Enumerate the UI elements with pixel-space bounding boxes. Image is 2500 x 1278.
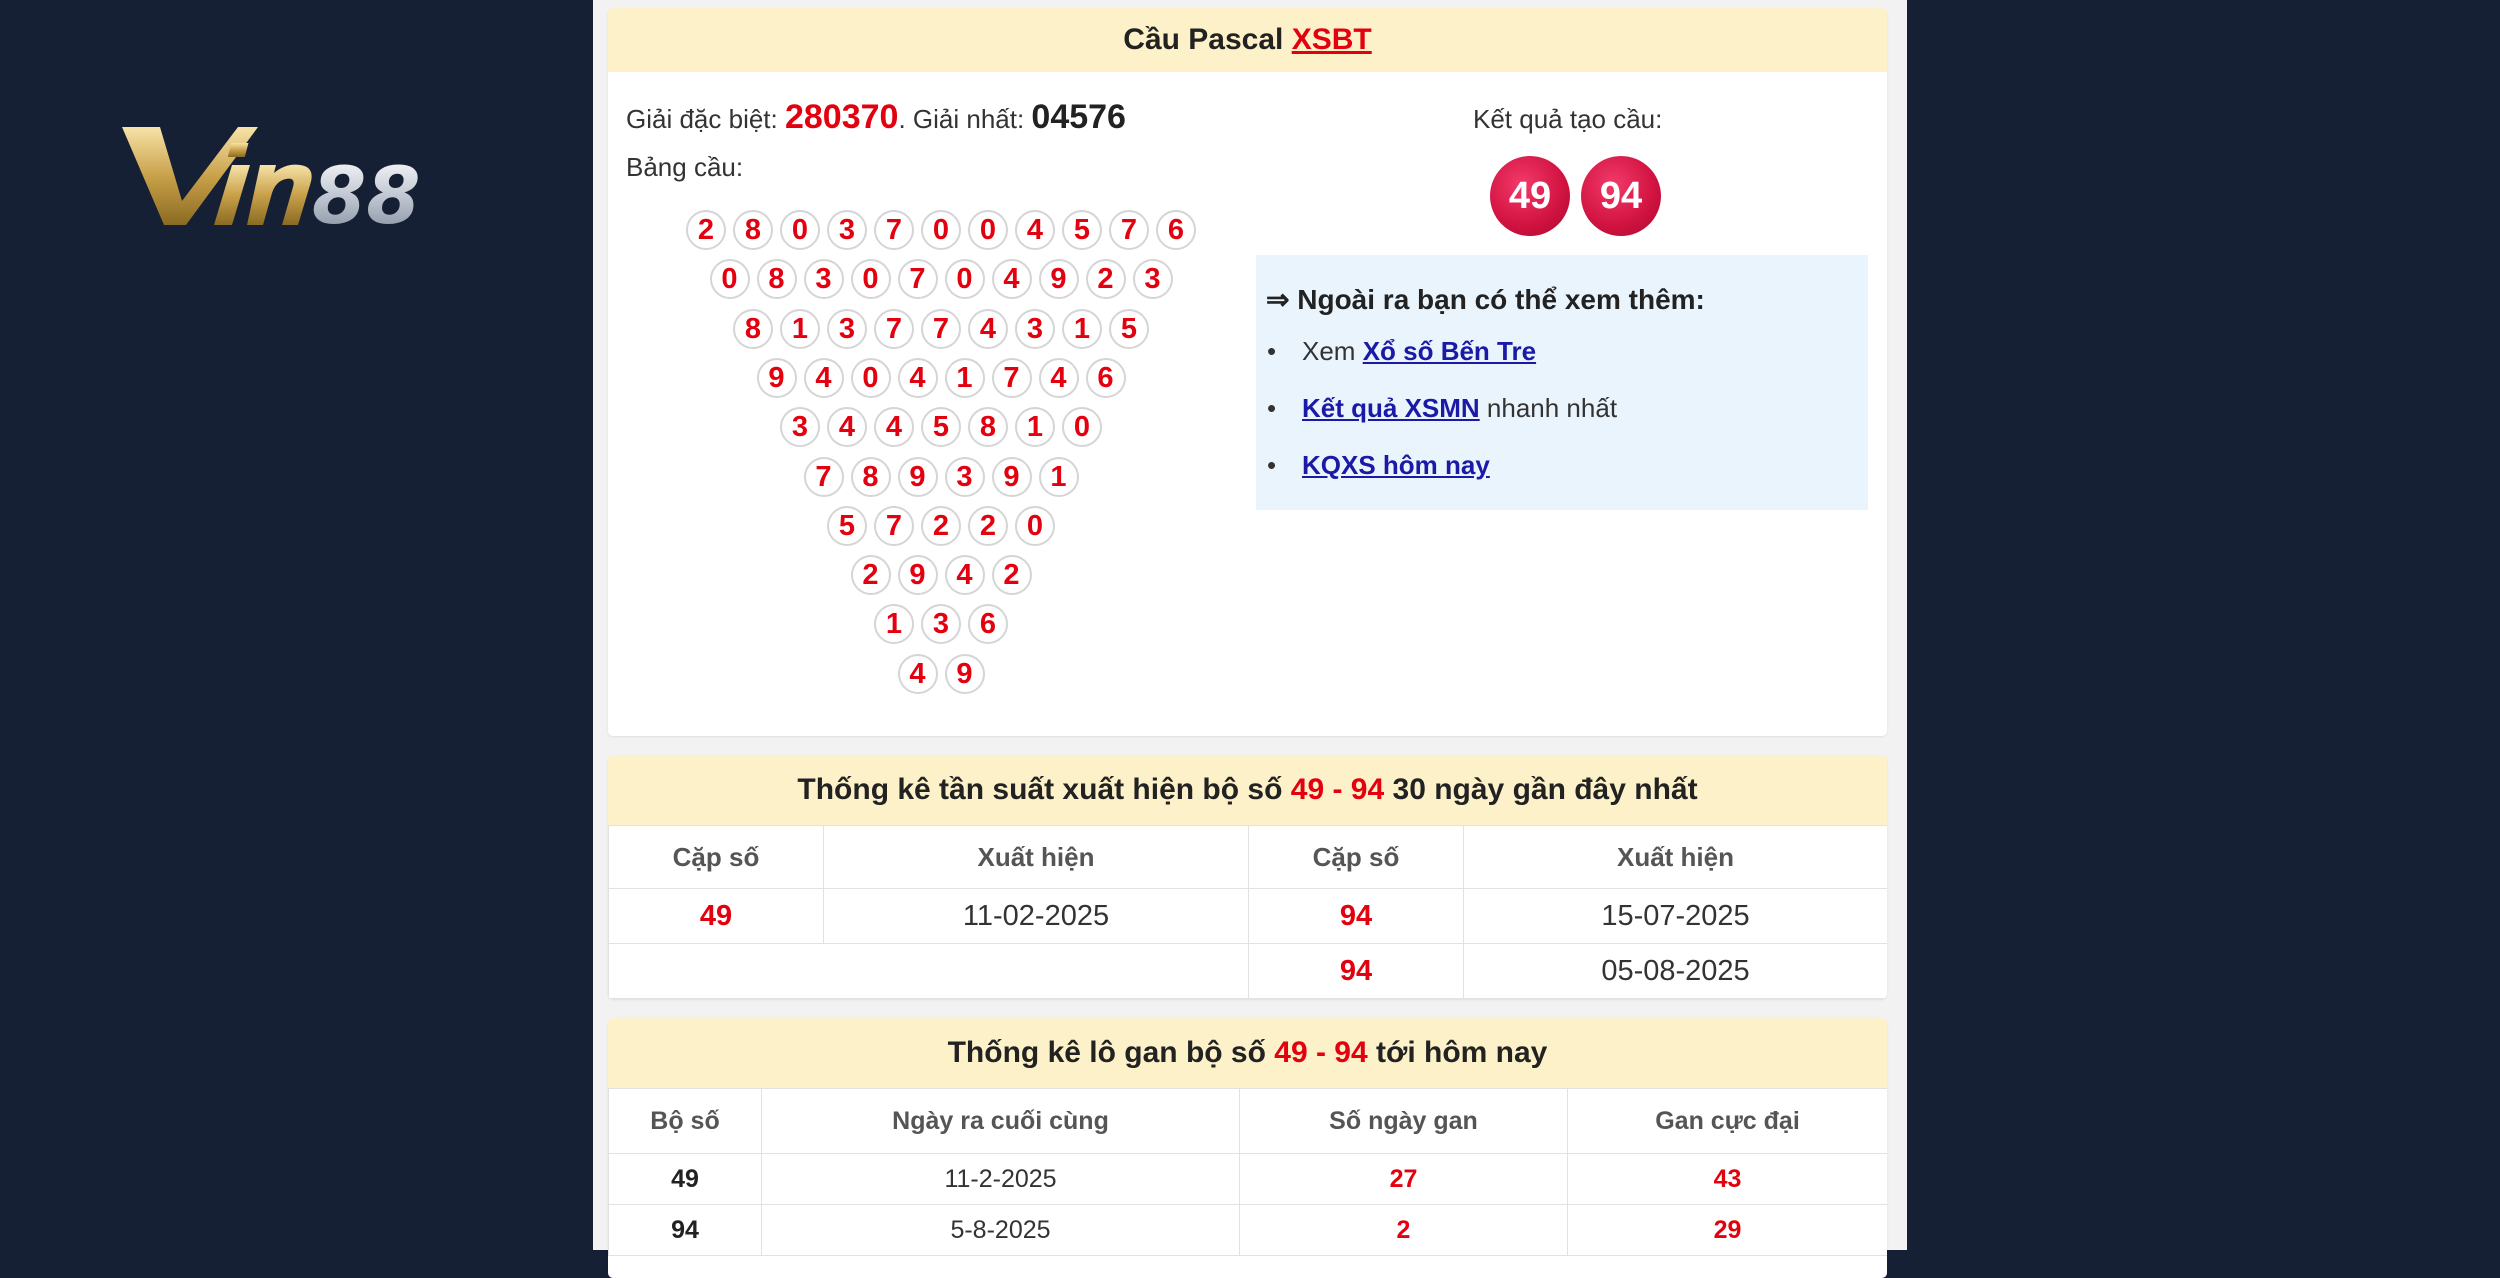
see-more-item	[1256, 390, 1617, 447]
digit-ball: 9	[1039, 259, 1079, 299]
frequency-table	[608, 825, 1887, 999]
digit-ball: 2	[992, 555, 1032, 595]
digit-ball: 6	[1156, 210, 1196, 250]
triangle-row	[898, 654, 992, 700]
digit-ball: 3	[780, 407, 820, 447]
last-date-cell: 11-2-2025	[762, 1154, 1240, 1205]
first-prize-value: 04576	[1031, 98, 1126, 136]
digit-ball: 6	[968, 604, 1008, 644]
gan-days-cell: 2	[1240, 1205, 1568, 1256]
digit-ball: 7	[921, 309, 961, 349]
frequency-title-num: 49 - 94	[1290, 773, 1385, 806]
digit-ball: 4	[968, 309, 1008, 349]
gan-title-num: 49 - 94	[1274, 1036, 1368, 1069]
digit-ball: 5	[1109, 309, 1149, 349]
xo-so-ben-tre-link[interactable]: Xổ số Bến Tre	[1362, 336, 1537, 366]
digit-ball: 4	[1015, 210, 1055, 250]
pair-cell: 49	[609, 889, 824, 944]
digit-ball: 2	[686, 210, 726, 250]
frequency-title-post: 30 ngày gần đây nhất	[1384, 773, 1698, 806]
digit-ball: 1	[1015, 407, 1055, 447]
digit-ball: 8	[733, 309, 773, 349]
table-header-row	[609, 826, 1888, 889]
see-more-item	[1256, 333, 1617, 390]
gan-table	[608, 1088, 1887, 1256]
main-column	[593, 0, 1907, 1250]
date-cell	[824, 944, 1249, 999]
number-cell: 94	[609, 1205, 762, 1256]
special-prize-label: Giải đặc biệt:	[626, 104, 778, 134]
special-prize-value: 280370	[784, 98, 899, 136]
date-cell: 15-07-2025	[1464, 889, 1888, 944]
digit-ball: 0	[1015, 506, 1055, 546]
digit-ball: 1	[1039, 457, 1079, 497]
see-more-pre: Xem	[1302, 336, 1363, 366]
see-more-list	[1256, 333, 1617, 504]
digit-ball: 9	[757, 358, 797, 398]
digit-ball: 3	[945, 457, 985, 497]
see-more-title: ⇒ Ngoài ra bạn có thể xem thêm:	[1266, 284, 1705, 315]
max-gan-cell: 29	[1568, 1205, 1888, 1256]
see-more-item	[1256, 447, 1617, 504]
digit-ball: 0	[780, 210, 820, 250]
table-row	[609, 1205, 1888, 1256]
number-cell: 49	[609, 1154, 762, 1205]
frequency-title	[608, 755, 1887, 825]
digit-ball: 8	[968, 407, 1008, 447]
date-cell: 05-08-2025	[1464, 944, 1888, 999]
svg-text:88: 88	[312, 152, 421, 235]
digit-ball: 5	[921, 407, 961, 447]
digit-ball: 1	[780, 309, 820, 349]
bang-cau-label: Bảng cầu:	[626, 152, 744, 182]
digit-ball: 4	[992, 259, 1032, 299]
max-gan-cell: 43	[1568, 1154, 1888, 1205]
digit-ball: 4	[804, 358, 844, 398]
result-balls	[1490, 156, 1672, 236]
digit-ball: 0	[968, 210, 1008, 250]
bullet-icon: •	[1267, 450, 1277, 480]
triangle-row	[757, 358, 1133, 404]
prize-line	[626, 98, 1126, 137]
vin88-logo[interactable]	[120, 115, 490, 235]
digit-ball: 1	[1062, 309, 1102, 349]
triangle-row	[780, 407, 1109, 453]
digit-ball: 9	[898, 555, 938, 595]
digit-ball: 3	[1015, 309, 1055, 349]
column-header: Cặp số	[609, 826, 824, 889]
digit-ball: 6	[1086, 358, 1126, 398]
digit-ball: 3	[804, 259, 844, 299]
digit-ball: 7	[898, 259, 938, 299]
digit-ball: 0	[921, 210, 961, 250]
ket-qua-xsmn-link[interactable]: Kết quả XSMN	[1302, 393, 1480, 423]
digit-ball: 4	[898, 358, 938, 398]
triangle-row	[733, 309, 1156, 355]
column-header: Gan cực đại	[1568, 1089, 1888, 1154]
table-header-row	[609, 1089, 1888, 1154]
triangle-row	[851, 555, 1039, 601]
digit-ball: 2	[921, 506, 961, 546]
table-row	[609, 1154, 1888, 1205]
date-cell: 11-02-2025	[824, 889, 1249, 944]
digit-ball: 2	[1086, 259, 1126, 299]
result-ball: 49	[1490, 156, 1570, 236]
digit-ball: 0	[851, 358, 891, 398]
digit-ball: 7	[992, 358, 1032, 398]
digit-ball: 3	[827, 309, 867, 349]
digit-ball: 2	[851, 555, 891, 595]
vin88-logo-graphic	[120, 115, 490, 235]
digit-ball: 5	[1062, 210, 1102, 250]
digit-ball: 4	[945, 555, 985, 595]
digit-ball: 4	[1039, 358, 1079, 398]
pair-cell: 94	[1249, 944, 1464, 999]
digit-ball: 8	[851, 457, 891, 497]
digit-ball: 3	[827, 210, 867, 250]
triangle-row	[804, 457, 1086, 503]
see-more-post: nhanh nhất	[1479, 393, 1618, 423]
digit-ball: 5	[827, 506, 867, 546]
digit-ball: 0	[710, 259, 750, 299]
digit-ball: 7	[1109, 210, 1149, 250]
digit-ball: 7	[874, 309, 914, 349]
see-more-box	[1256, 255, 1868, 510]
table-row	[609, 889, 1888, 944]
bullet-icon: •	[1267, 393, 1277, 423]
table-row	[609, 944, 1888, 999]
digit-ball: 1	[945, 358, 985, 398]
result-ball: 94	[1581, 156, 1661, 236]
digit-ball: 9	[898, 457, 938, 497]
pascal-title-text: Cầu Pascal	[1123, 23, 1284, 56]
digit-ball: 4	[874, 407, 914, 447]
triangle-row	[827, 506, 1062, 552]
last-date-cell: 5-8-2025	[762, 1205, 1240, 1256]
digit-ball: 4	[827, 407, 867, 447]
digit-ball: 9	[992, 457, 1032, 497]
gan-title-pre: Thống kê lô gan bộ số	[947, 1036, 1275, 1069]
column-header: Bộ số	[609, 1089, 762, 1154]
digit-ball: 8	[757, 259, 797, 299]
gan-days-cell: 27	[1240, 1154, 1568, 1205]
digit-ball: 2	[968, 506, 1008, 546]
frequency-card	[608, 755, 1887, 999]
bullet-icon: •	[1267, 336, 1277, 366]
digit-ball: 0	[1062, 407, 1102, 447]
digit-ball: 9	[945, 654, 985, 694]
digit-ball: 3	[921, 604, 961, 644]
gan-card	[608, 1018, 1887, 1278]
digit-ball: 3	[1133, 259, 1173, 299]
digit-ball: 4	[898, 654, 938, 694]
column-header: Ngày ra cuối cùng	[762, 1089, 1240, 1154]
digit-ball: 1	[874, 604, 914, 644]
digit-ball: 7	[874, 506, 914, 546]
gan-title	[608, 1018, 1887, 1088]
triangle-row	[710, 259, 1180, 305]
xsbt-link[interactable]: XSBT	[1291, 23, 1372, 56]
column-header: Xuất hiện	[1464, 826, 1888, 889]
pascal-card	[608, 8, 1887, 736]
column-header: Số ngày gan	[1240, 1089, 1568, 1154]
frequency-title-pre: Thống kê tần suất xuất hiện bộ số	[797, 773, 1291, 806]
pair-cell: 94	[1249, 889, 1464, 944]
kqxs-hom-nay-link[interactable]: KQXS hôm nay	[1302, 450, 1490, 480]
digit-ball: 7	[874, 210, 914, 250]
result-label: Kết quả tạo cầu:	[1473, 104, 1663, 134]
pair-cell	[609, 944, 824, 999]
column-header: Cặp số	[1249, 826, 1464, 889]
first-prize-label: . Giải nhất:	[898, 104, 1025, 134]
triangle-row	[874, 604, 1015, 650]
triangle-row	[686, 210, 1203, 256]
digit-ball: 8	[733, 210, 773, 250]
digit-ball: 0	[945, 259, 985, 299]
pascal-title	[608, 8, 1887, 72]
column-header: Xuất hiện	[824, 826, 1249, 889]
digit-ball: 0	[851, 259, 891, 299]
gan-title-post: tới hôm nay	[1367, 1036, 1548, 1069]
digit-ball: 7	[804, 457, 844, 497]
